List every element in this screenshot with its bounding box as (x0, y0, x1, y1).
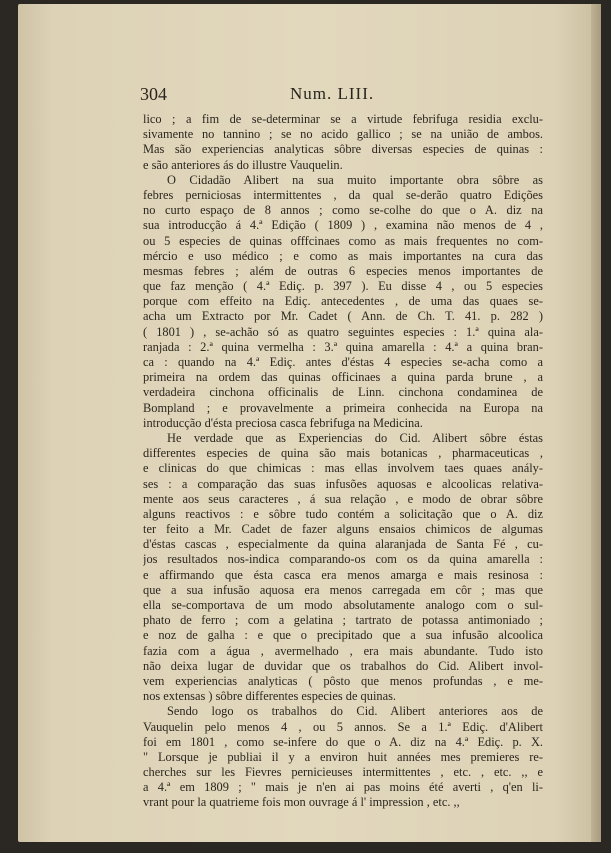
text-line: ter feito a Mr. Cadet de fazer alguns ensaios chimicos de algumas (143, 522, 543, 537)
text-line: ca : quando na 4.ª Ediç. antes d'éstas 4 especies se-acha como a (143, 355, 543, 369)
page-edge (591, 4, 601, 842)
text-line: d'éstas cascas , especialmente da quina alaranjada de Santa Fé , cu- (143, 537, 543, 552)
text-line: sua introducção á 4.ª Edição ( 1809 ) , examina não menos de 4 , (143, 218, 543, 233)
running-title: Num. LIII. (290, 84, 375, 103)
text-line: introducção d'ésta preciosa casca febrifuga na Medicina. (143, 415, 423, 430)
text-line: Vauquelin pelo menos 4 , ou 5 annos. Se a 1.ª Ediç. d'Alibert (143, 719, 543, 734)
text-line: vem experiencias analyticas ( pôsto que menos profundas , e me- (143, 673, 543, 688)
text-line: e affirmando que ésta casca era menos amarga e mais resinosa : (143, 567, 543, 582)
text-line: phato de ferro ; com a gelatina ; tartrato de potassa antimoniado ; (143, 613, 543, 628)
text-line: mente aos seus caracteres , á sua relação , e modo de obrar sôbre (143, 491, 543, 506)
text-line: acha um Extracto por Mr. Cadet ( Ann. de Ch. T. 41. p. 282 ) (143, 309, 543, 324)
text-line: Bompland ; e provavelmente a primeira conhecida na Europa na (143, 400, 543, 415)
text-line: jos resultados nos-indica comparando-os com os da quina amarella : (143, 552, 543, 567)
text-line: mesmas febres ; além de outras 6 especies menos importantes de (143, 263, 543, 278)
text-line: ella se-comportava de um modo absolutamente analogo com o sul- (143, 598, 543, 612)
text-line: fazia com a água , avermelhado , era mais abundante. Tudo isto (143, 643, 543, 658)
text-line: ou 5 especies de quinas offfcinaes como as mais frequentes no com- (143, 233, 543, 248)
text-line: febres perniciosas intermittentes , da qual se-derão quatro Edições (143, 187, 543, 202)
text-line: " Lorsque je publiai il y a environ huit années mes premieres re- (143, 749, 543, 764)
text-line: mércio e uso médico ; e como as mais importantes na cura das (143, 248, 543, 263)
text-line: ranjada : 2.ª quina vermelha : 3.ª quina amarella : 4.ª a quina bran- (143, 339, 543, 354)
text-line: e são anteriores ás do illustre Vauquelin. (143, 157, 343, 172)
page-number: 304 (140, 84, 167, 104)
text-line: no curto espaço de 8 annos ; como se-colhe do que o A. diz na (143, 203, 543, 218)
text-line: Mas são experiencias analyticas sôbre diversas especies de quinas : (143, 142, 543, 157)
text-line: ( 1801 ) , se-achão só as quatro seguintes especies : 1.ª quina ala- (143, 324, 543, 339)
text-line: e noz de galha : e que o precipitado que a sua infusão alcoolica (143, 628, 543, 643)
text-line: vrant pour la quatrieme fois mon ouvrage á l' impression , etc. ,, (143, 795, 460, 810)
text-line: primeira na ordem das quinas officinaes a quina parda brune , a (143, 370, 543, 385)
page-header (140, 84, 540, 106)
text-line: sivamente no tannino ; se no acido gallico ; se na união de ambos. (143, 127, 543, 142)
text-line: ses : a comparação das suas infusões aquosas e alcoolicas relativa- (143, 476, 543, 491)
text-line: lico ; a fim de se-determinar se a virtude febrifuga residia exclu- (143, 112, 543, 126)
text-line: O Cidadão Alibert na sua muito importante obra sôbre as (167, 172, 543, 187)
text-line: que faz menção ( 4.ª Ediç. p. 397 ). Eu disse 4 , ou 5 especies (143, 279, 543, 294)
text-line: que a sua infusão aquosa era menos carregada em côr ; mas que (143, 582, 543, 597)
text-line: alguns reactivos : e sôbre tudo contém a solicitação que o A. diz (143, 506, 543, 521)
text-line: foi em 1801 , como se-infere do que o A. diz na 4.ª Ediç. p. X. (143, 734, 543, 749)
text-line: nos extensas ) sôbre differentes especies de quinas. (143, 689, 397, 704)
body-text (143, 112, 543, 811)
text-line: e clinicas do que chimicas : mas ellas involvem taes quaes anály- (143, 461, 543, 476)
text-line: porque com effeito na Ediç. antecedentes , de uma das quaes se- (143, 294, 543, 309)
text-line: não deixa lugar de duvidar que os trabalhos do Cid. Alibert invol- (143, 658, 543, 673)
text-line: differentes especies de quina são mais botanicas , pharmaceuticas , (143, 446, 543, 461)
text-line: verdadeira cinchona officinalis de Linn. cinchona condaminea de (143, 385, 543, 400)
text-line: cherches sur les Fievres pernicieuses intermittentes , etc. , etc. ,, e (143, 765, 543, 780)
text-line: He verdade que as Experiencias do Cid. Alibert sôbre éstas (167, 430, 543, 445)
text-line: a 4.ª em 1809 ; " mais je n'en ai pas moins été averti , q'en li- (143, 780, 543, 795)
text-line: Sendo logo os trabalhos do Cid. Alibert anteriores aos de (167, 704, 543, 719)
